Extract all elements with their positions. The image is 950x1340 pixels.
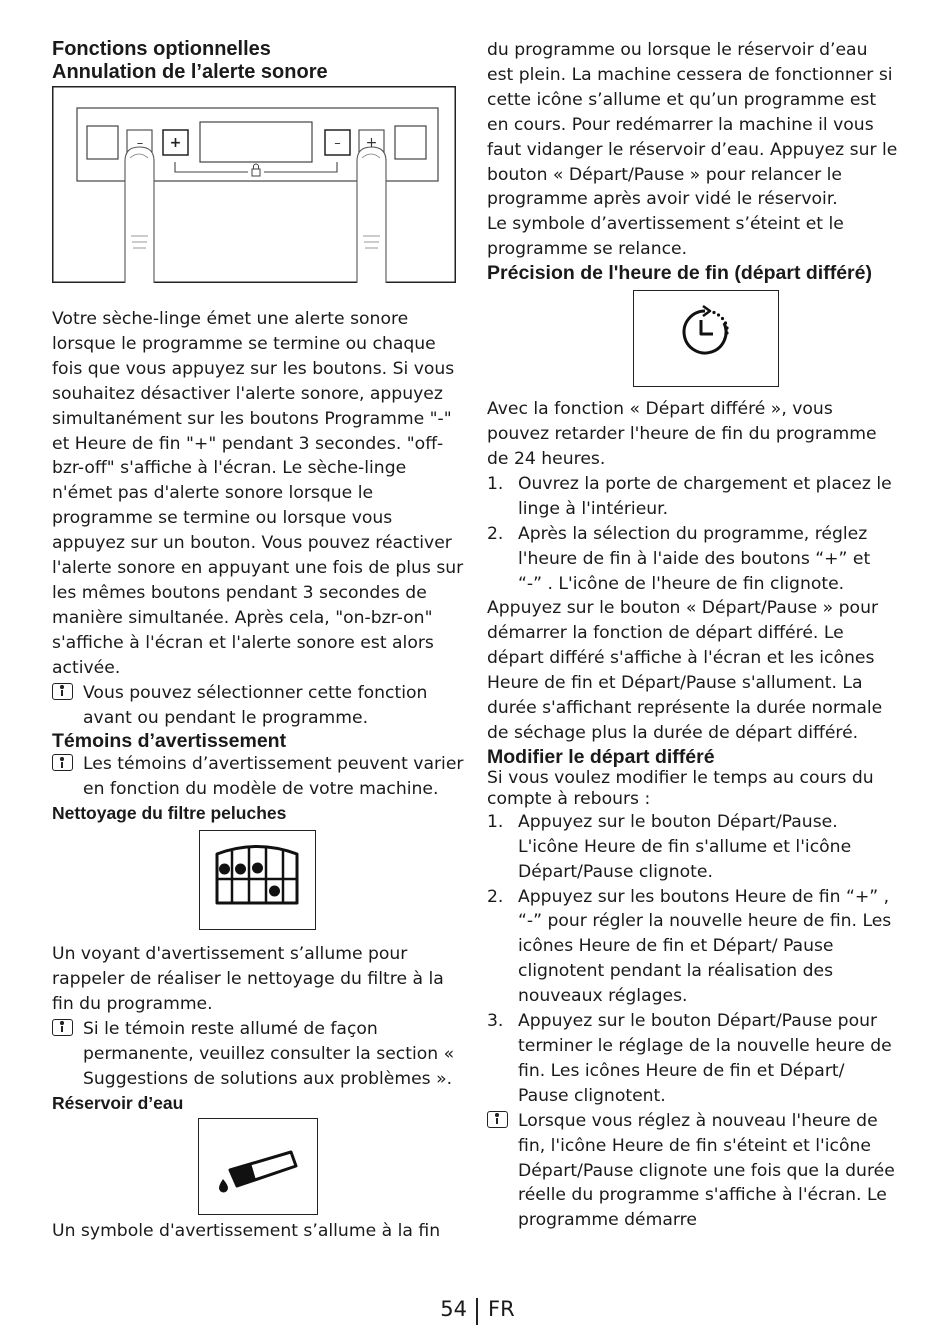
list-item [487,810,899,885]
endtime-plus-label: + [365,135,378,151]
page-number: 54 [440,1297,467,1321]
section-heading-warnings: Témoins d’avertissement [52,730,287,753]
step-number: 1. [487,811,504,832]
delay-steps-list [487,472,899,597]
section-heading-water-tank: Réservoir d’eau [52,1092,184,1113]
step-text: Appuyez sur les boutons Heure de fin “+” , “-” pour régler la nouvelle heure de fin. Les icônes Heure de fin et Départ/ Pause clignotent pendant la réalisation des nouveaux réglages. [518,886,892,1007]
program-minus-label: – [136,136,144,151]
note-select-function [52,681,467,731]
paragraph-water-start: Un symbole d'avertissement s’allume à la fin [52,1220,441,1241]
step-number: 1. [487,473,504,494]
list-item [487,1009,899,1109]
info-icon [52,754,73,771]
note-modify [487,1109,899,1234]
list-item [487,522,899,597]
section-heading-modify: Modifier le départ différé [487,745,715,768]
modify-steps-list [487,810,899,1109]
note-warnings [52,752,467,802]
control-panel-illustration [52,86,456,283]
info-icon [52,683,73,700]
paragraph-alert: Votre sèche-linge émet une alerte sonore lorsque le programme se termine ou chaque fois que vous appuyez sur les boutons. Si vous souhaitez désactiver l'alerte sonore, appuyez simultanément sur les boutons Programme "-" et Heure de fin "+" pendant 3 secondes. "off-bzr-off" s'affiche à l'écran. Le sèche-linge n'émet pas d'alerte sonore lorsque le programme se termine ou lorsque vous appuyez sur un bouton. Vous pouvez réactiver l'alerte sonore en appuyant une fois de plus sur les mêmes boutons pendant 3 secondes de manière simultanée. Après cela, "on-bzr-on" s'affiche à l'écran et l'alerte sonore est alors activée. [52,309,464,678]
step-number: 2. [487,523,504,544]
left-column [52,38,467,1244]
display-screen [200,122,312,162]
delay-start-figure [633,290,779,387]
endtime-minus-label: – [334,136,341,151]
water-tank-figure [198,1118,318,1215]
note-filter-text: Si le témoin reste allumé de façon permanente, veuillez consulter la section « Suggestions de solutions aux problèmes ». [83,1018,455,1089]
section-heading-delay: Précision de l'heure de fin (départ différé) [487,262,872,285]
section-heading-optional-functions: Fonctions optionnelles [52,38,271,60]
note-warnings-text: Les témoins d’avertissement peuvent varier en fonction du modèle de votre machine. [83,754,464,800]
info-icon [52,1019,73,1036]
step-text: Appuyez sur le bouton Départ/Pause pour terminer le réglage de la nouvelle heure de fin. Les icônes Heure de fin et Départ/ Pause clignotent. [518,1011,892,1106]
water-tank-icon [199,1119,316,1213]
program-plus-label: + [169,135,182,151]
note-modify-text: Lorsque vous réglez à nouveau l'heure de fin, l'icône Heure de fin s'éteint et l'icône Départ/Pause clignote une fois que la durée réelle du programme s'affiche à l'écran. Le programme démarre [518,1110,895,1231]
paragraph-water-reset: Le symbole d’avertissement s’éteint et le programme se relance. [487,214,844,260]
paragraph-delay: Avec la fonction « Départ différé », vous pouvez retarder l'heure de fin du programme de 24 heures. [487,399,877,469]
paragraph-water-continued: du programme ou lorsque le réservoir d’eau est plein. La machine cessera de fonctionner si cette icône s’allume et qu’un programme est en cours. Pour redémarrer la machine il vous faut vidanger le réservoir d’eau. Appuyez sur le bouton « Départ/Pause » pour relancer le programme après avoir vidé le réservoir. [487,40,898,210]
left-finger-icon [125,147,154,283]
lint-filter-icon [200,831,314,928]
step-number: 3. [487,1011,504,1032]
step-number: 2. [487,886,504,907]
section-heading-alert-cancel: Annulation de l’alerte sonore [52,61,328,83]
note-filter [52,1017,467,1092]
paragraph-filter: Un voyant d'avertissement s’allume pour rappeler de réaliser le nettoyage du filtre à la fin du programme. [52,944,444,1015]
info-icon [487,1111,508,1128]
filter-warning-figure [199,830,316,930]
control-panel-drawing [52,86,456,283]
footer-divider [476,1298,478,1325]
left-button [87,126,118,159]
step-text: Appuyez sur le bouton Départ/Pause. L'icône Heure de fin s'allume et l'icône Départ/Pause clignote. [518,811,852,882]
step-text: Ouvrez la porte de chargement et placez le linge à l'intérieur. [518,473,892,519]
right-button [395,126,426,159]
paragraph-start-pause: Appuyez sur le bouton « Départ/Pause » pour démarrer la fonction de départ différé. Le départ différé s'affiche à l'écran et les icônes Heure de fin et Départ/Pause s'allument. La durée s'affichant représente la durée normale de séchage plus la durée de départ différé. [487,598,883,743]
paragraph-modify: Si vous voulez modifier le temps au cours du compte à rebours : [487,767,874,809]
right-column [487,38,899,1233]
list-item [487,472,899,522]
note-select-text: Vous pouvez sélectionner cette fonction avant ou pendant le programme. [83,682,428,728]
step-text: Après la sélection du programme, réglez l'heure de fin à l'aide des boutons “+” et “-” . L'icône de l'heure de fin clignote. [518,523,871,594]
list-item [487,885,899,1010]
timer-clock-icon [634,291,777,385]
section-heading-filter: Nettoyage du filtre peluches [52,803,287,824]
right-finger-icon [357,147,386,283]
language-code: FR [488,1297,515,1321]
